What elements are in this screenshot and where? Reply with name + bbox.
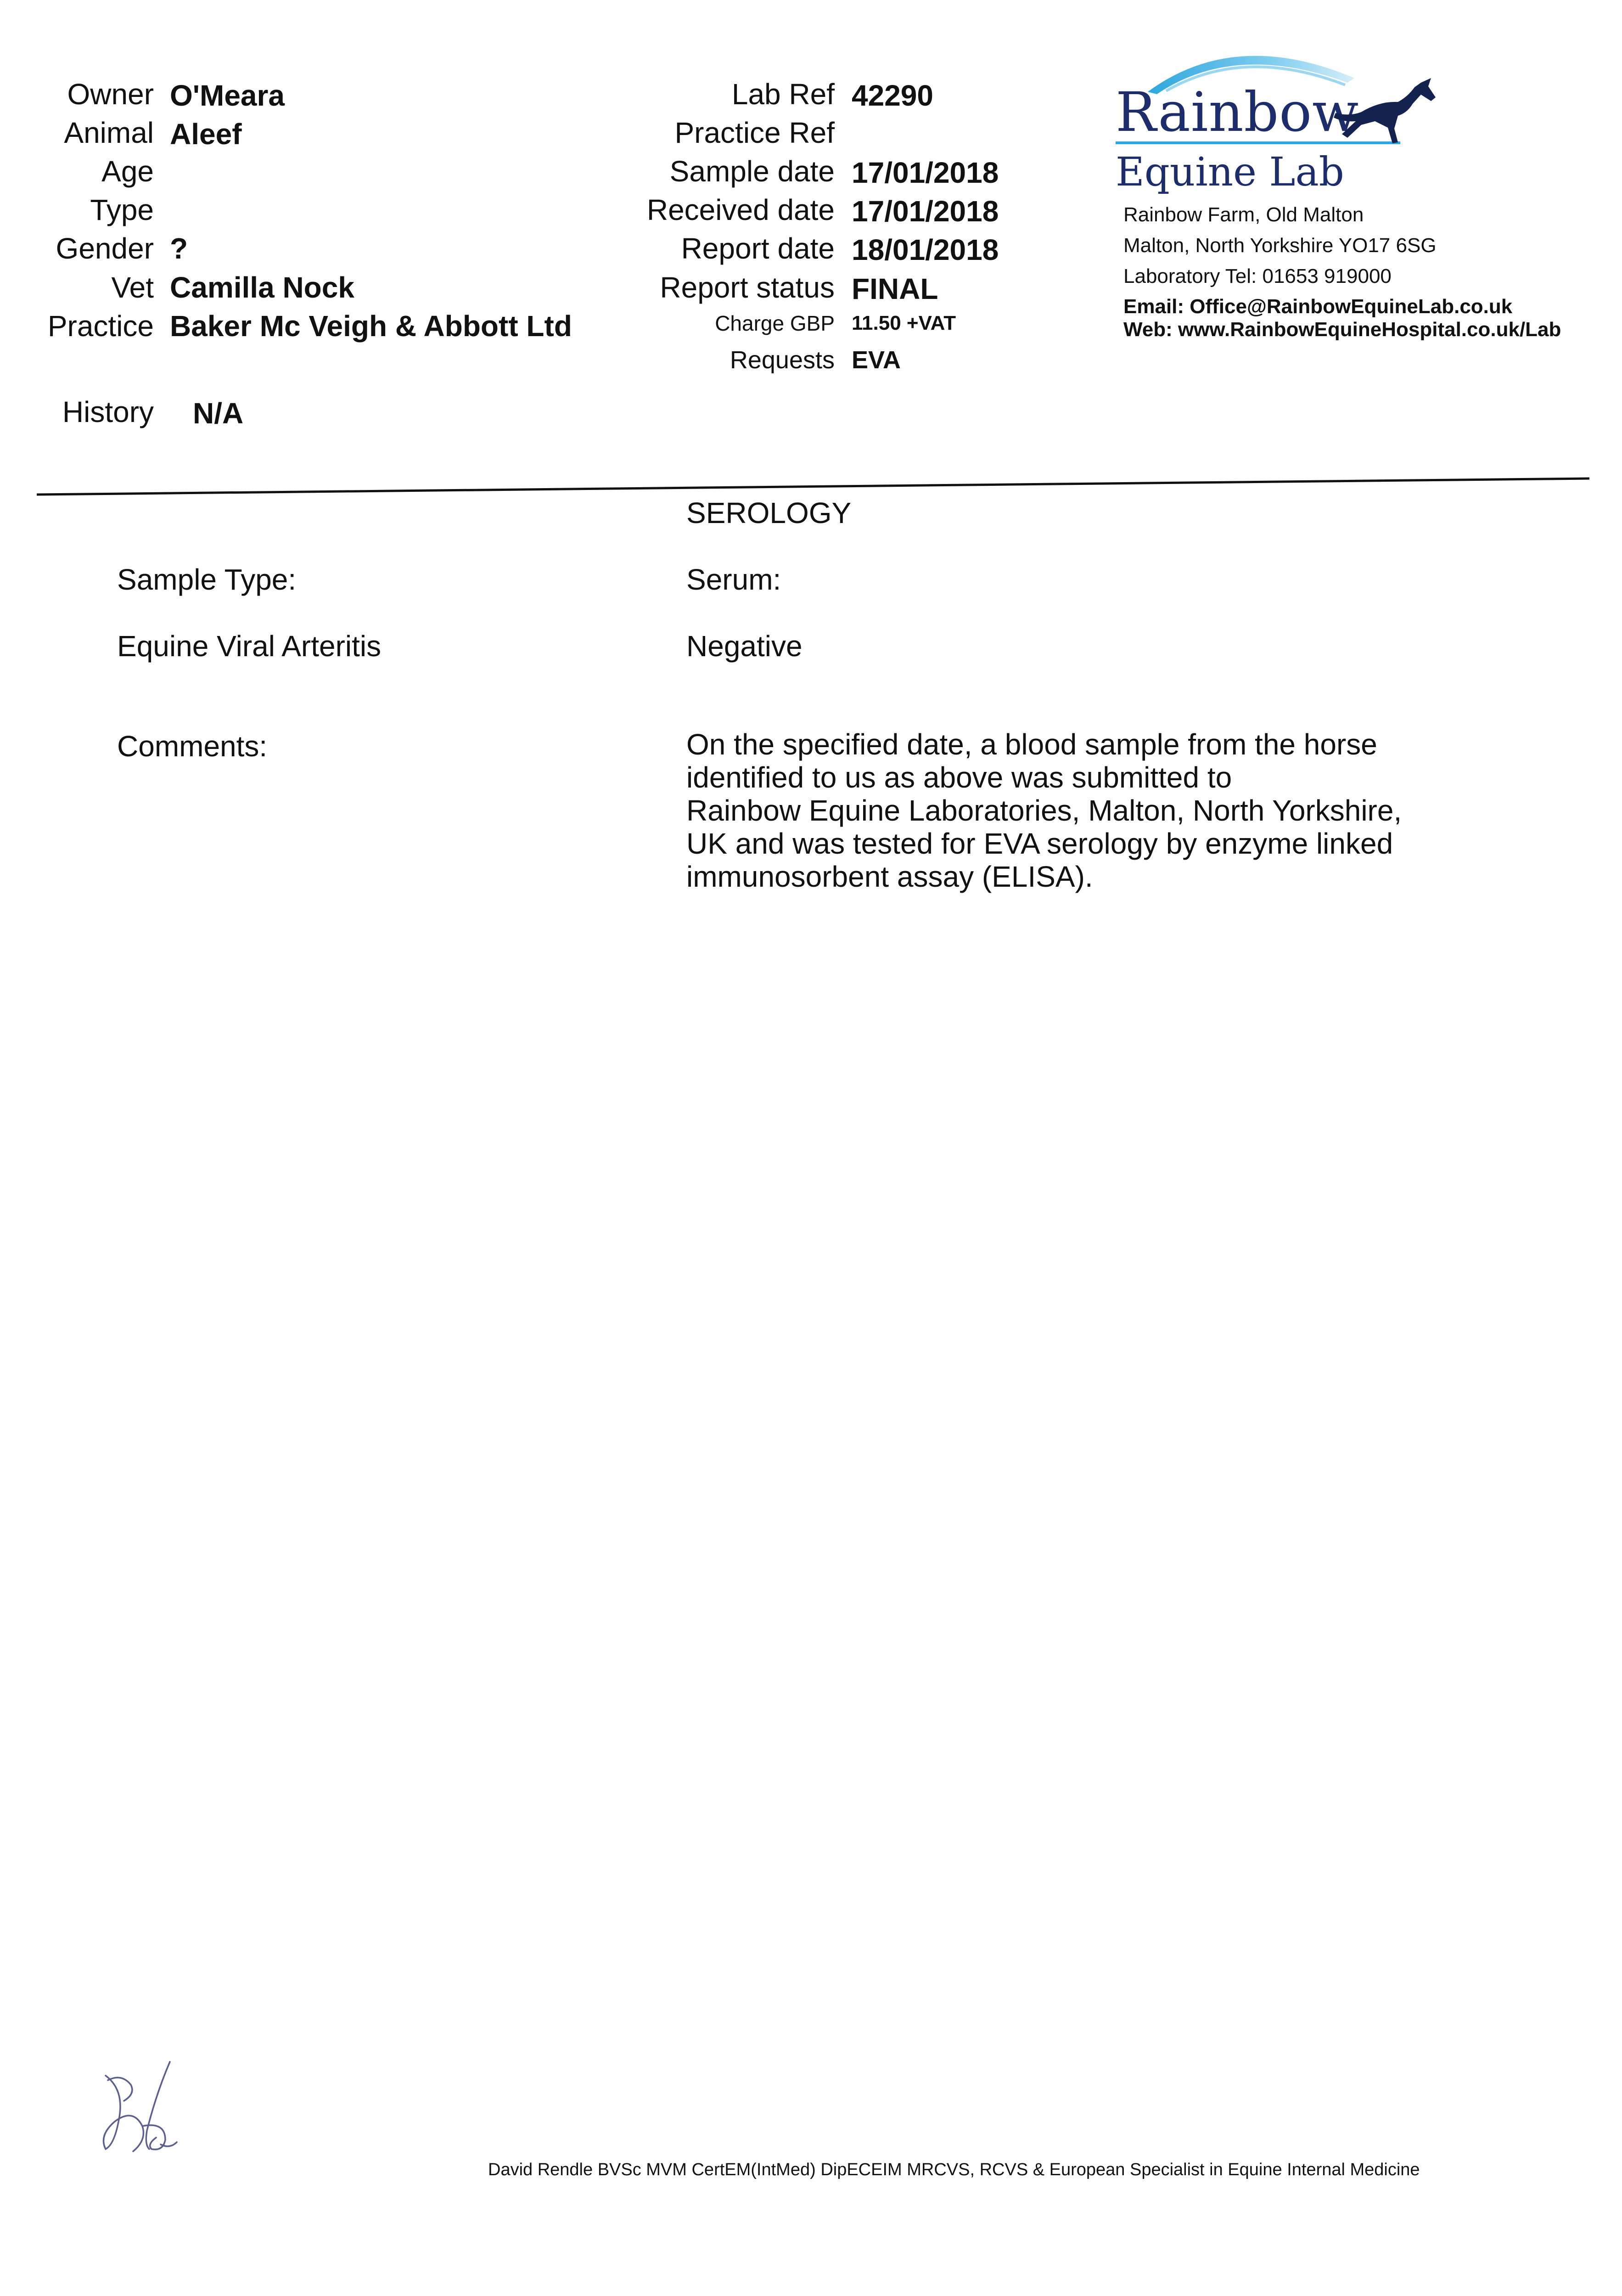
sample-date-value: 17/01/2018 [852, 156, 999, 189]
gender-label: Gender [56, 232, 154, 265]
history-label: History [62, 395, 154, 428]
requests-label: Requests [730, 346, 835, 374]
lab-website: Web: www.RainbowEquineHospital.co.uk/Lab [1123, 318, 1561, 341]
address-line-2: Malton, North Yorkshire YO17 6SG [1123, 234, 1437, 257]
age-label: Age [101, 155, 154, 188]
owner-label: Owner [67, 78, 154, 111]
test-name: Equine Viral Arteritis [117, 630, 382, 663]
comments-label: Comments: [117, 730, 268, 763]
signature [96, 2057, 184, 2163]
vet-value: Camilla Nock [170, 271, 354, 304]
logo-rainbow-text: Rainbow [1116, 80, 1359, 144]
test-result: Negative [686, 630, 803, 663]
type-label: Type [90, 193, 154, 226]
section-title: SEROLOGY [686, 496, 852, 529]
rainbow-logo [1116, 37, 1455, 202]
lab-email: Email: Office@RainbowEquineLab.co.uk [1123, 295, 1513, 318]
report-status-value: FINAL [852, 272, 938, 305]
address-line-1: Rainbow Farm, Old Malton [1123, 203, 1364, 226]
horse-icon [1329, 73, 1439, 152]
received-date-value: 17/01/2018 [852, 195, 999, 228]
animal-label: Animal [64, 116, 154, 149]
lab-ref-value: 42290 [852, 79, 933, 112]
received-date-label: Received date [646, 193, 835, 226]
sample-type-value: Serum: [686, 563, 781, 596]
comments-text: On the specified date, a blood sample from the horse identified to us as above was submitted to Rainbow Equine Laboratories, Malton, North Yorkshire, UK and was tested for EVA serology by enzyme linked immunosorbent assay (ELISA). [686, 728, 1402, 893]
vet-label: Vet [111, 271, 154, 304]
practice-value: Baker Mc Veigh & Abbott Ltd [170, 310, 572, 343]
sample-type-label: Sample Type: [117, 563, 297, 596]
report-date-value: 18/01/2018 [852, 233, 999, 266]
owner-value: O'Meara [170, 79, 285, 112]
signatory-credentials: David Rendle BVSc MVM CertEM(IntMed) DipECEIM MRCVS, RCVS & European Specialist in Equine Internal Medicine [488, 2160, 1420, 2179]
report-status-label: Report status [660, 271, 835, 304]
history-value: N/A [193, 397, 244, 430]
animal-value: Aleef [170, 118, 242, 151]
requests-value: EVA [852, 346, 901, 374]
practice-ref-label: Practice Ref [674, 116, 835, 149]
charge-value: 11.50 +VAT [852, 312, 956, 334]
logo-subtitle-text: Equine Lab [1116, 149, 1344, 195]
gender-value: ? [170, 232, 188, 265]
sample-date-label: Sample date [669, 155, 835, 188]
lab-telephone: Laboratory Tel: 01653 919000 [1123, 265, 1392, 287]
charge-label: Charge GBP [715, 311, 835, 335]
practice-label: Practice [47, 310, 154, 343]
lab-ref-label: Lab Ref [731, 78, 835, 111]
report-date-label: Report date [681, 232, 835, 265]
